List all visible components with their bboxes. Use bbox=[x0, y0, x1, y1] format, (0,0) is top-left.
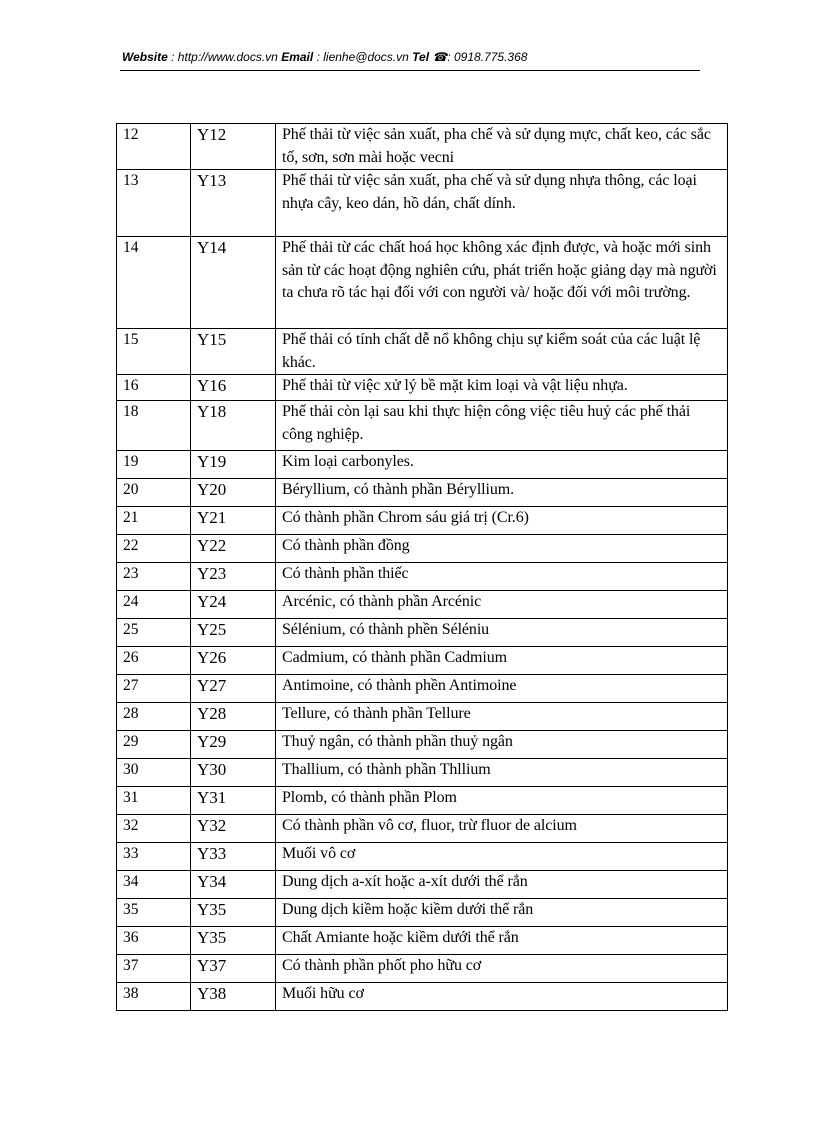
table-row bbox=[117, 591, 728, 619]
waste-description: Arcénic, có thành phần Arcénic bbox=[276, 591, 728, 619]
row-number: 22 bbox=[117, 535, 191, 563]
table-row bbox=[117, 899, 728, 927]
waste-description: Phế thải từ các chất hoá học không xác định được, và hoặc mới sinh sản từ các hoạt động nghiên cứu, phát triển hoặc giảng dạy mà người ta chưa rõ tác hại đối với con người và/ hoặc đối với môi trường. bbox=[276, 237, 728, 329]
table-row bbox=[117, 703, 728, 731]
waste-description: Plomb, có thành phần Plom bbox=[276, 787, 728, 815]
waste-description: Phế thải có tính chất dễ nổ không chịu sự kiểm soát của các luật lệ khác. bbox=[276, 329, 728, 375]
waste-code: Y16 bbox=[191, 375, 276, 401]
waste-description: Có thành phần thiếc bbox=[276, 563, 728, 591]
waste-code: Y30 bbox=[191, 759, 276, 787]
waste-code: Y14 bbox=[191, 237, 276, 329]
waste-description: Phế thải từ việc xử lý bề mặt kim loại và vật liệu nhựa. bbox=[276, 375, 728, 401]
table-body bbox=[117, 124, 728, 1011]
page-header bbox=[122, 50, 702, 64]
row-number: 31 bbox=[117, 787, 191, 815]
website-label: Website bbox=[122, 50, 168, 64]
row-number: 37 bbox=[117, 955, 191, 983]
row-number: 36 bbox=[117, 927, 191, 955]
waste-code: Y35 bbox=[191, 899, 276, 927]
row-number: 24 bbox=[117, 591, 191, 619]
waste-code-table bbox=[116, 123, 728, 1011]
waste-description: Thuỷ ngân, có thành phần thuỷ ngân bbox=[276, 731, 728, 759]
row-number: 19 bbox=[117, 451, 191, 479]
table-row bbox=[117, 815, 728, 843]
waste-code: Y33 bbox=[191, 843, 276, 871]
waste-code: Y27 bbox=[191, 675, 276, 703]
waste-code: Y26 bbox=[191, 647, 276, 675]
table-row bbox=[117, 401, 728, 451]
row-number: 13 bbox=[117, 170, 191, 237]
table-row bbox=[117, 619, 728, 647]
tel-label: Tel bbox=[412, 50, 430, 64]
row-number: 18 bbox=[117, 401, 191, 451]
waste-code: Y15 bbox=[191, 329, 276, 375]
table-row bbox=[117, 983, 728, 1011]
row-number: 38 bbox=[117, 983, 191, 1011]
header-divider bbox=[120, 70, 700, 71]
row-number: 15 bbox=[117, 329, 191, 375]
waste-description: Muối vô cơ bbox=[276, 843, 728, 871]
waste-description: Sélénium, có thành phền Séléniu bbox=[276, 619, 728, 647]
row-number: 26 bbox=[117, 647, 191, 675]
email-label: Email bbox=[281, 50, 314, 64]
row-number: 29 bbox=[117, 731, 191, 759]
table-row bbox=[117, 843, 728, 871]
waste-description: Có thành phần đồng bbox=[276, 535, 728, 563]
table-row bbox=[117, 535, 728, 563]
waste-code: Y35 bbox=[191, 927, 276, 955]
row-number: 14 bbox=[117, 237, 191, 329]
waste-description: Phế thải từ việc sản xuất, pha chế và sử dụng nhựa thông, các loại nhựa cây, keo dán, hồ dán, chất dính. bbox=[276, 170, 728, 237]
table-row bbox=[117, 563, 728, 591]
table-row bbox=[117, 507, 728, 535]
waste-code: Y31 bbox=[191, 787, 276, 815]
row-number: 34 bbox=[117, 871, 191, 899]
row-number: 27 bbox=[117, 675, 191, 703]
waste-description: Tellure, có thành phần Tellure bbox=[276, 703, 728, 731]
waste-description: Antimoine, có thành phền Antimoine bbox=[276, 675, 728, 703]
table-row bbox=[117, 237, 728, 329]
row-number: 33 bbox=[117, 843, 191, 871]
table-row bbox=[117, 479, 728, 507]
waste-description: Dung dịch kiềm hoặc kiềm dưới thể rắn bbox=[276, 899, 728, 927]
waste-code: Y13 bbox=[191, 170, 276, 237]
waste-code: Y34 bbox=[191, 871, 276, 899]
waste-description: Có thành phần phốt pho hữu cơ bbox=[276, 955, 728, 983]
waste-code: Y24 bbox=[191, 591, 276, 619]
waste-description: Chất Amiante hoặc kiềm dưới thể rắn bbox=[276, 927, 728, 955]
waste-code: Y12 bbox=[191, 124, 276, 170]
phone-icon: ☎ bbox=[432, 50, 448, 64]
website-value: : http://www.docs.vn bbox=[171, 50, 278, 64]
waste-code: Y18 bbox=[191, 401, 276, 451]
row-number: 30 bbox=[117, 759, 191, 787]
email-value: : lienhe@docs.vn bbox=[316, 50, 409, 64]
row-number: 25 bbox=[117, 619, 191, 647]
waste-code: Y22 bbox=[191, 535, 276, 563]
table-row bbox=[117, 871, 728, 899]
waste-code: Y38 bbox=[191, 983, 276, 1011]
table-row bbox=[117, 787, 728, 815]
waste-description: Dung dịch a-xít hoặc a-xít dưới thể rắn bbox=[276, 871, 728, 899]
waste-description: Phế thải còn lại sau khi thực hiện công việc tiêu huỷ các phế thải công nghiệp. bbox=[276, 401, 728, 451]
row-number: 35 bbox=[117, 899, 191, 927]
waste-code: Y29 bbox=[191, 731, 276, 759]
waste-code: Y32 bbox=[191, 815, 276, 843]
row-number: 32 bbox=[117, 815, 191, 843]
waste-description: Thallium, có thành phần Thllium bbox=[276, 759, 728, 787]
table-row bbox=[117, 124, 728, 170]
waste-description: Cadmium, có thành phần Cadmium bbox=[276, 647, 728, 675]
waste-code: Y28 bbox=[191, 703, 276, 731]
row-number: 21 bbox=[117, 507, 191, 535]
table-row bbox=[117, 731, 728, 759]
table-row bbox=[117, 170, 728, 237]
waste-code: Y20 bbox=[191, 479, 276, 507]
row-number: 12 bbox=[117, 124, 191, 170]
row-number: 28 bbox=[117, 703, 191, 731]
waste-code: Y23 bbox=[191, 563, 276, 591]
waste-description: Kim loại carbonyles. bbox=[276, 451, 728, 479]
table-row bbox=[117, 647, 728, 675]
table-row bbox=[117, 759, 728, 787]
table-row bbox=[117, 955, 728, 983]
row-number: 20 bbox=[117, 479, 191, 507]
tel-value: : 0918.775.368 bbox=[447, 50, 528, 64]
row-number: 23 bbox=[117, 563, 191, 591]
waste-description: Muối hữu cơ bbox=[276, 983, 728, 1011]
waste-description: Có thành phần vô cơ, fluor, trừ fluor de alcium bbox=[276, 815, 728, 843]
table-row bbox=[117, 675, 728, 703]
row-number: 16 bbox=[117, 375, 191, 401]
waste-description: Béryllium, có thành phần Béryllium. bbox=[276, 479, 728, 507]
waste-code: Y21 bbox=[191, 507, 276, 535]
table-row bbox=[117, 927, 728, 955]
waste-code: Y37 bbox=[191, 955, 276, 983]
waste-description: Phế thải từ việc sản xuất, pha chế và sử dụng mực, chất keo, các sắc tố, sơn, sơn mài hoặc vecni bbox=[276, 124, 728, 170]
table-row bbox=[117, 375, 728, 401]
waste-code: Y25 bbox=[191, 619, 276, 647]
waste-description: Có thành phần Chrom sáu giá trị (Cr.6) bbox=[276, 507, 728, 535]
waste-code: Y19 bbox=[191, 451, 276, 479]
table-row bbox=[117, 451, 728, 479]
table-row bbox=[117, 329, 728, 375]
